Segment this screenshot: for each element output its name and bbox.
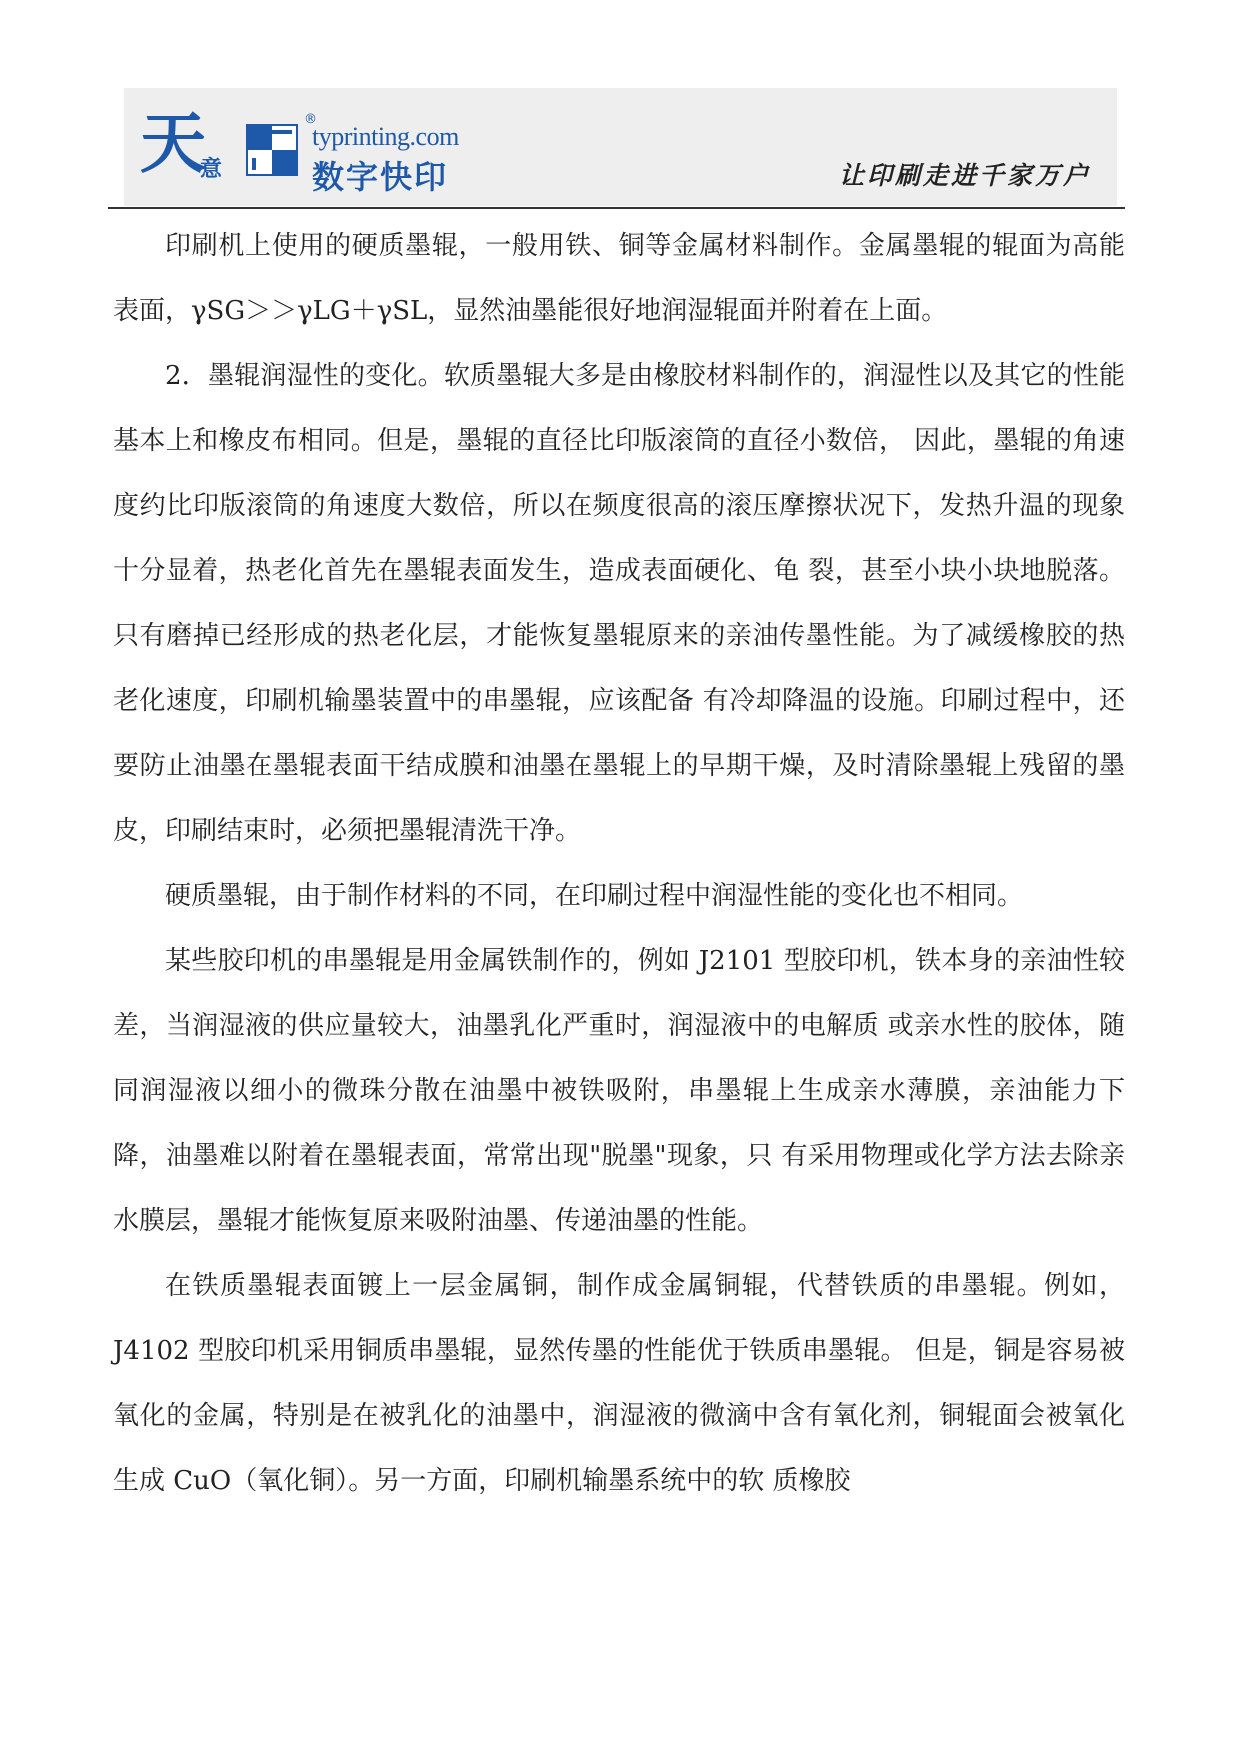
paragraph-3: 硬质墨辊，由于制作材料的不同，在印刷过程中润湿性能的变化也不相同。 bbox=[165, 881, 1024, 911]
paragraph-2: 2．墨辊润湿性的变化。软质墨辊大多是由橡胶材料制作的，润湿性以及其它的性能基本上和橡皮布相同。但是，墨辊的直径比印版滚筒的直径小数倍， 因此，墨辊的角速度约比印版滚筒的角速度大数倍，所以在频度很高的滚压摩擦状况下，发热升温的现象十分显着，热老化首先在墨辊表面发生，造成表面硬化、龟 裂，甚至小块小块地脱落。只有磨掉已经形成的热老化层，才能恢复墨辊原来的亲油传墨性能。为了减缓橡胶的热老化速度，印刷机输墨装置中的串墨辊，应该配备 有冷却降温的设施。印刷过程中，还要防止油墨在墨辊表面干结成膜和油墨在墨辊上的早期干燥，及时清除墨辊上残留的墨皮，印刷结束时，必须把墨辊清洗干净。 bbox=[113, 361, 1125, 846]
paragraph-1: 印刷机上使用的硬质墨辊，一般用铁、铜等金属材料制作。金属墨辊的辊面为高能表面，γSG＞＞γLG＋γSL，显然油墨能很好地润湿辊面并附着在上面。 bbox=[113, 231, 1125, 326]
company-logo bbox=[136, 102, 466, 196]
logo-char-small: 意 bbox=[200, 157, 223, 182]
paragraph-4: 某些胶印机的串墨辊是用金属铁制作的，例如 J2101 型胶印机，铁本身的亲油性较差，当润湿液的供应量较大，油墨乳化严重时，润湿液中的电解质 或亲水性的胶体，随同润湿液以细小的微珠分散在油墨中被铁吸附，串墨辊上生成亲水薄膜，亲油能力下降，油墨难以附着在墨辊表面，常常出现"脱墨"现象，只 有采用物理或化学方法去除亲水膜层，墨辊才能恢复原来吸附油墨、传递油墨的性能。 bbox=[113, 946, 1125, 1236]
document-body bbox=[113, 214, 1125, 1514]
paragraph-5: 在铁质墨辊表面镀上一层金属铜，制作成金属铜辊，代替铁质的串墨辊。例如，J4102 型胶印机采用铜质串墨辊，显然传墨的性能优于铁质串墨辊。 但是，铜是容易被氧化的金属，特别是在被乳化的油墨中，润湿液的微滴中含有氧化剂，铜辊面会被氧化生成 CuO（氧化铜）。另一方面，印刷机输墨系统中的软 质橡胶 bbox=[113, 1271, 1125, 1496]
logo-squares-icon bbox=[246, 124, 298, 176]
header-divider bbox=[108, 207, 1125, 209]
logo-char-main: 天 bbox=[140, 104, 206, 182]
logo-name: 数字快印 bbox=[312, 158, 449, 196]
header-slogan: 让印刷走进千家万户 bbox=[838, 161, 1091, 190]
logo-registered-mark: ® bbox=[304, 112, 317, 127]
logo-url: typrinting.com bbox=[312, 122, 459, 151]
page-header bbox=[124, 88, 1117, 206]
